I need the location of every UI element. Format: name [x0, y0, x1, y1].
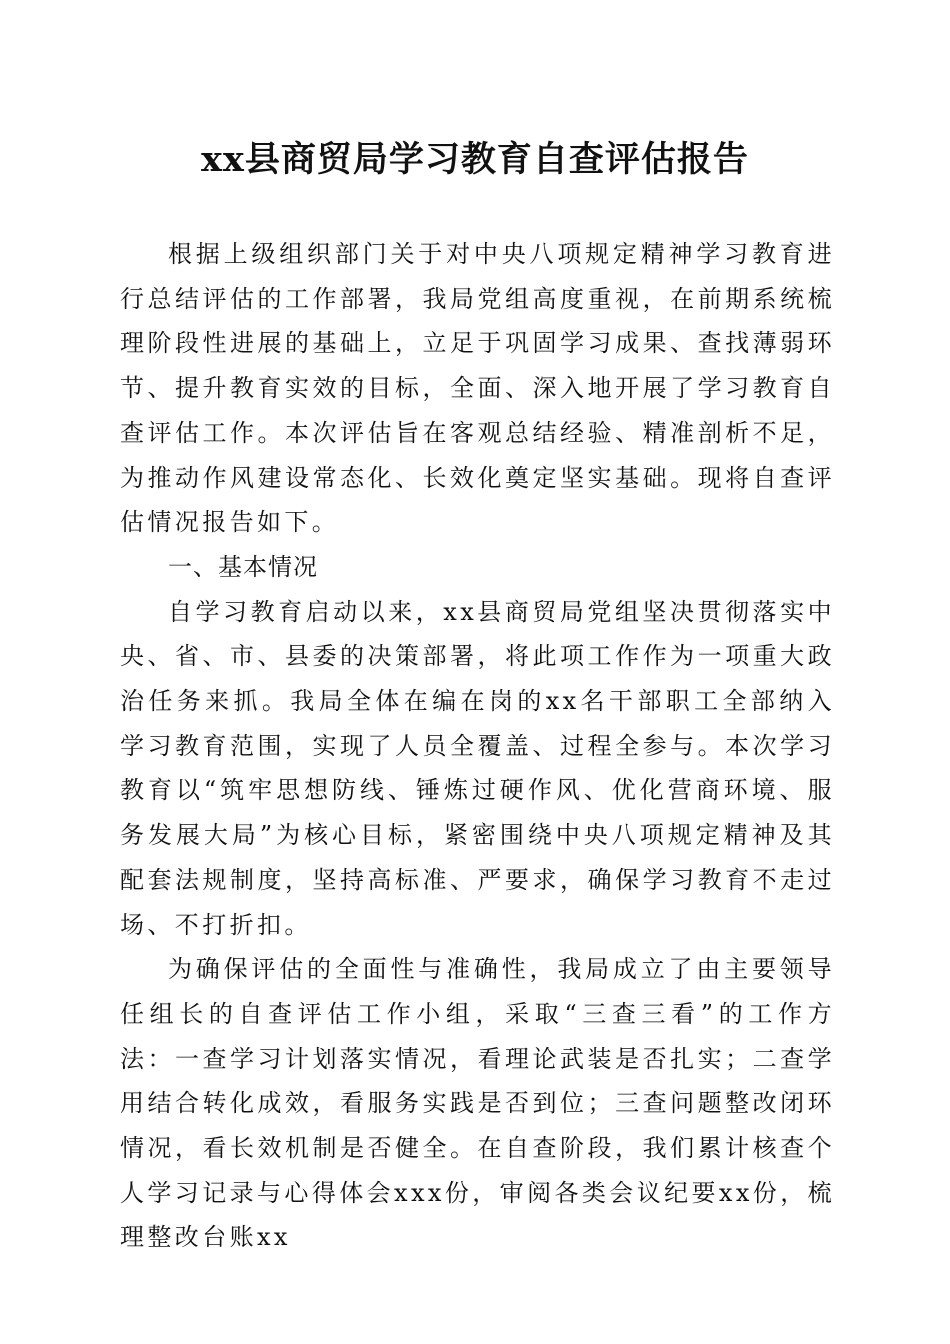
body-paragraph: 为确保评估的全面性与准确性，我局成立了由主要领导任组长的自查评估工作小组，采取“三查三看”的工作方法：一查学习计划落实情况，看理论武装是否扎实；二查学用结合转化成效，看服务实践是否到位；三查问题整改闭环情况，看长效机制是否健全。在自查阶段，我们累计核查个人学习记录与心得体会xxx份，审阅各类会议纪要xx份，梳理整改台账xx: [120, 955, 835, 1252]
document-title: xx县商贸局学习教育自查评估报告: [201, 139, 749, 180]
document-body: [120, 232, 835, 1260]
section-heading-basic-situation: 一、基本情况: [168, 552, 318, 581]
body-paragraph: 自学习教育启动以来，xx县商贸局党组坚决贯彻落实中央、省、市、县委的决策部署，将此项工作作为一项重大政治任务来抓。我局全体在编在岗的xx名干部职工全部纳入学习教育范围，实现了人员全覆盖、过程全参与。本次学习教育以“筑牢思想防线、锤炼过硬作风、优化营商环境、服务发展大局”为核心目标，紧密围绕中央八项规定精神及其配套法规制度，坚持高标准、严要求，确保学习教育不走过场、不打折扣。: [120, 597, 835, 939]
intro-paragraph: 根据上级组织部门关于对中央八项规定精神学习教育进行总结评估的工作部署，我局党组高度重视，在前期系统梳理阶段性进展的基础上，立足于巩固学习成果、查找薄弱环节、提升教育实效的目标，全面、深入地开展了学习教育自查评估工作。本次评估旨在客观总结经验、精准剖析不足，为推动作风建设常态化、长效化奠定坚实基础。现将自查评估情况报告如下。: [120, 240, 835, 537]
